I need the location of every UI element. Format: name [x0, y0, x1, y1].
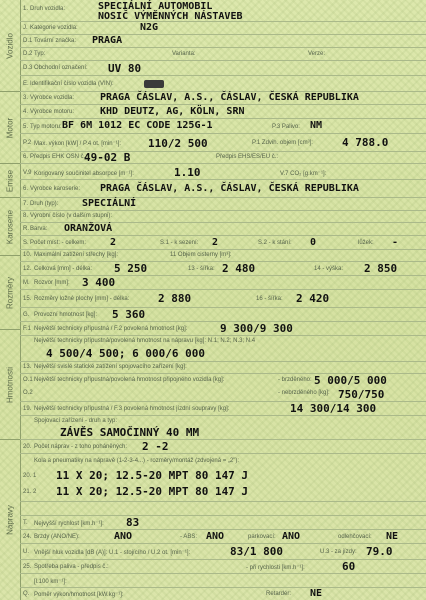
- row-manufacturer: 3. Výrobce vozidla: PRAGA ČÁSLAV, A.S., ČÁSLAV, ČESKÁ REPUBLIKA: [20, 92, 426, 105]
- row-operating-weight: G. Provozní hmotnost [kg]: 5 360: [20, 308, 426, 322]
- section-vozidlo: Vozidlo: [0, 0, 20, 92]
- row-max-speed: T. Nejvyšší rychlost [km.h⁻¹]: 83: [20, 516, 426, 530]
- row-noise: U. Vnější hluk vozidla [dB (A)]: U.1 - stojícího / U.2 ot. [min⁻¹]: 83/1 800 U.3 - za jízdy: 79.0: [20, 544, 426, 560]
- row-axle-weights: Největší technicky přípustná/povolená hmotnost na nápravu [kg]: N.1; N.2; N.3; N.4 4 500/4 500; 6 000/6 000: [20, 336, 426, 362]
- section-rozmery: Rozměry: [0, 256, 20, 330]
- row-consumption-unit: [l.100 km⁻¹]:: [20, 574, 426, 588]
- row-engine-type: 5. Typ motoru: BF 6M 1012 EC CODE 125G-1 P.3 Palivo: NM: [20, 119, 426, 134]
- row-fuel-consumption: 25. Spotřeba paliva - předpis č.: - při rychlosti [km.h⁻¹]: 60: [20, 560, 426, 574]
- row-tyres-axle-1: 20. 1 11 X 20; 12.5-20 MPT 80 147 J: [23, 469, 249, 482]
- row-axle-count: 20. Počet náprav - z toho poháněných: 2 -2: [20, 440, 426, 454]
- row-coupling-device: Spojovací zařízení - druh a typ: ZÁVĚS SAMOČINNÝ 40 MM: [20, 416, 426, 440]
- row-coupling-load: 13. Největší svislé statické zatížení spojovacího zařízení [kg]:: [20, 362, 426, 374]
- vin-redaction: [144, 80, 164, 88]
- section-emise: Emise: [0, 164, 20, 198]
- row-power-weight: Q. Poměr výkon/hmotnost [kW.kg⁻¹]: Retardér: NE: [23, 588, 323, 599]
- row-dimensions: 12. Celková [mm] - délka: 5 250 13 - šířka: 2 480 14 - výška: 2 850: [20, 262, 426, 276]
- row-body-serial: 8. Výrobní číslo (v dalším stupni):: [20, 211, 426, 223]
- row-body-manufacturer: 6. Výrobce karoserie: PRAGA ČÁSLAV, A.S., ČÁSLAV, ČESKÁ REPUBLIKA: [20, 180, 426, 198]
- row-color: R. Barva: ORANŽOVÁ: [20, 223, 426, 236]
- section-sidebar: [0, 0, 21, 600]
- row-combination-weight: 19. Největší technicky přípustná / F.3 povolená hmotnost jízdní soupravy [kg]: 14 300/14 300: [20, 402, 426, 416]
- row-body-type: 7. Druh (typ): SPECIÁLNÍ: [20, 198, 426, 211]
- row-trade-name: D.3 Obchodní označení: UV 80: [20, 61, 426, 76]
- row-vehicle-kind: 1. Druh vozidla: SPECIÁLNÍ AUTOMOBIL NOSIČ VÝMĚNNÝCH NÁSTAVEB: [20, 0, 426, 22]
- row-roof-load: 10. Maximální zatížení střechy [kg]: 11 Objem cisterny [m³]:: [20, 250, 426, 262]
- row-tyres-axle-2: 21. 2 11 X 20; 12.5-20 MPT 80 147 J: [20, 484, 426, 502]
- row-wheelbase: M. Rozvor [mm]: 3 400: [20, 276, 426, 290]
- row-seats: S. Počet míst: - celkem: 2 S.1 - k sezení: 2 S.2 - k stání: 0 lůžek: -: [20, 236, 426, 250]
- row-make: D.1 Tovární značka: PRAGA: [20, 35, 426, 48]
- section-karoserie: Karoserie: [0, 198, 20, 256]
- row-category: J. Kategorie vozidla: N2G: [20, 22, 426, 35]
- section-motor: Motor: [0, 92, 20, 164]
- row-tyres-header: Kola a pneumatiky na nápravě (1-2-3-4...) - rozměry/montáž (zdvojená = „2"):: [34, 458, 240, 464]
- row-cargo-area: 15. Rozměry ložné plochy [mm] - délka: 2 880 16 - šířka: 2 420: [20, 290, 426, 308]
- row-brakes: 24. Brzdy (ANO/NE): ANO - ABS: ANO parkovací: ANO odlehčovací: NE: [20, 530, 426, 544]
- row-engine-manufacturer: 4. Výrobce motoru: KHD DEUTZ, AG, KÖLN, SRN: [20, 105, 426, 119]
- section-hmotnosti: Hmotnosti: [0, 330, 20, 440]
- row-blank: [20, 502, 426, 516]
- section-napravy: Nápravy: [5, 505, 15, 535]
- row-absorption: V.9 Korigovaný součinitel absorpce [m⁻¹]: 1.10 V.7 CO₂ [g.km⁻¹]:: [20, 164, 426, 180]
- row-trailer-weights: O.1 Největší technicky přípustná/povolená hmotnost připojného vozidla [kg]: - brzděného: 5 000/5 000 O.2 - nebrzděného [kg]: 750/750: [20, 374, 426, 402]
- row-power: P.2 Max. výkon [kW] / P.4 ot. [min⁻¹]: 110/2 500 P.1 Zdvih. objem [cm³]: 4 788.0: [20, 134, 426, 152]
- row-type: D.2 Typ: Varianta: Verze:: [20, 48, 426, 61]
- row-vin: E. Identifikační číslo vozidla (VIN):: [20, 76, 426, 92]
- row-max-weight: F.1 Největší technicky přípustná / F.2 povolená hmotnost [kg]: 9 300/9 300: [20, 322, 426, 336]
- row-emission-reg: 6. Předpis EHK OSN č.: 49-02 B Předpis EHS/ES/EU č.:: [20, 152, 426, 164]
